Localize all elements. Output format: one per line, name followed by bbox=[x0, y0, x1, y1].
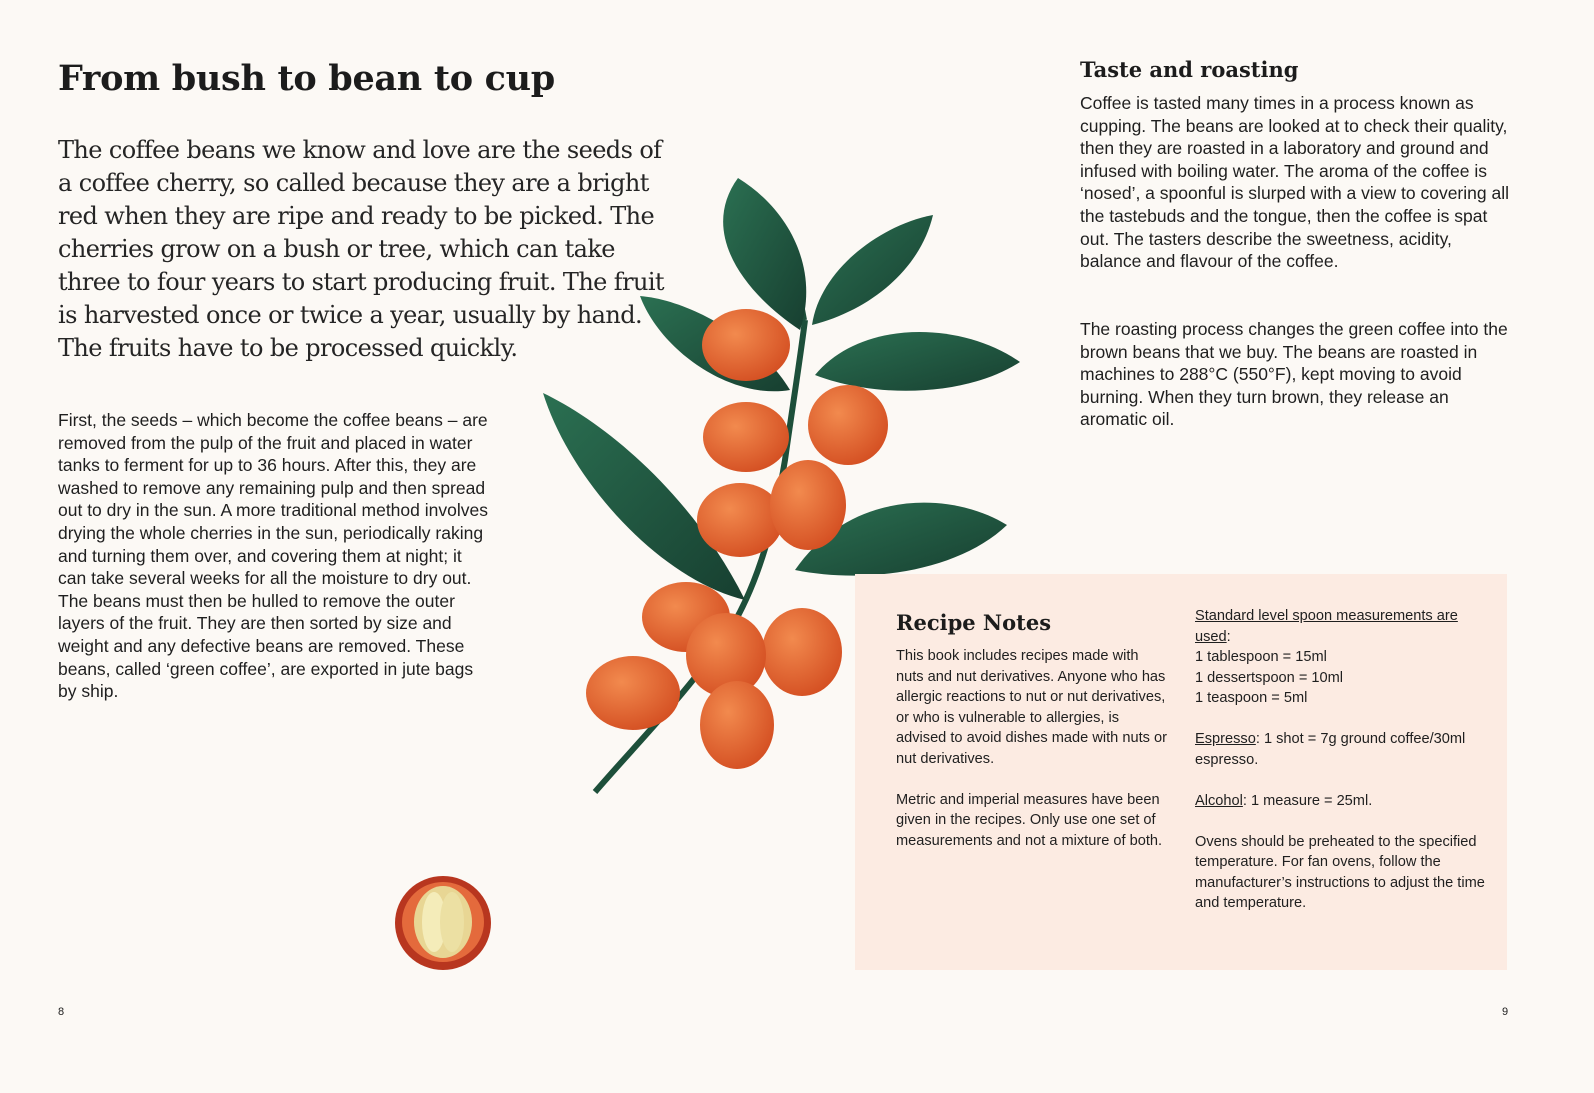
nut-allergy-note: This book includes recipes made with nuts and nut derivatives. Anyone who has allergic reactions to nut or nut derivatives, or who is vulnerable to allergies, is advised to avoid dishes made with nuts or nut derivatives. bbox=[896, 648, 1167, 767]
page-number-right: 9 bbox=[1502, 1006, 1509, 1018]
spoon-label: Standard level spoon measurements are used bbox=[1195, 608, 1458, 645]
espresso-note bbox=[1195, 729, 1485, 770]
recipe-notes-left-column bbox=[896, 646, 1168, 872]
espresso-text: : 1 shot = 7g ground coffee/30ml espresso. bbox=[1195, 731, 1466, 768]
intro-paragraph: The coffee beans we know and love are the seeds of a coffee cherry, so called because they are a bright red when they are ripe and ready to be picked. The cherries grow on a bush or tree, which can take three to four years to start producing fruit. The fruit is harvested once or twice a year, usually by hand. The fruits have to be processed quickly. bbox=[58, 136, 664, 362]
page-number-left: 8 bbox=[58, 1006, 65, 1018]
body-paragraph-processing: First, the seeds – which become the coffee beans – are removed from the pulp of the fruit and placed in water tanks to ferment for up to 36 hours. After this, they are washed to remove any remaining pulp and then spread out to dry in the sun. A more traditional method involves drying the whole cherries in the sun, periodically raking and turning them over, and covering them at night; it can take several weeks for all the moisture to dry out. The beans must then be hulled to remove the outer layers of the fruit. They are then sorted by size and weight and any defective beans are removed. These beans, called ‘green coffee’, are exported in jute bags by ship. bbox=[58, 410, 488, 702]
spoon-teaspoon: 1 teaspoon = 5ml bbox=[1195, 690, 1308, 706]
spoon-colon: : bbox=[1226, 628, 1231, 645]
recipe-notes-right-column bbox=[1195, 606, 1485, 934]
spoon-dessertspoon: 1 dessertspoon = 10ml bbox=[1195, 669, 1344, 686]
recipe-notes-heading: Recipe Notes bbox=[896, 610, 1052, 635]
cherry-cross-section-illustration bbox=[394, 874, 494, 974]
alcohol-text: : 1 measure = 25ml. bbox=[1242, 792, 1373, 809]
spoon-tablespoon: 1 tablespoon = 15ml bbox=[1195, 649, 1327, 665]
espresso-label: Espresso bbox=[1195, 731, 1256, 747]
roasting-paragraph: The roasting process changes the green coffee into the brown beans that we buy. The beans are roasted in machines to 288°C (550°F), kept moving to avoid burning. When they turn brown, they release an aromatic oil. bbox=[1080, 319, 1508, 430]
alcohol-note bbox=[1195, 791, 1485, 812]
measures-note: Metric and imperial measures have been given in the recipes. Only use one set of measurements and not a mixture of both. bbox=[896, 791, 1163, 849]
spoon-measurements bbox=[1195, 606, 1485, 709]
alcohol-label: Alcohol bbox=[1195, 792, 1243, 809]
taste-roasting-heading: Taste and roasting bbox=[1080, 57, 1299, 82]
recipe-notes-box bbox=[855, 574, 1507, 970]
ovens-note: Ovens should be preheated to the specified temperature. For fan ovens, follow the manufacturer’s instructions to adjust the time and temperature. bbox=[1195, 833, 1485, 911]
page-title: From bush to bean to cup bbox=[58, 58, 555, 99]
taste-paragraph: Coffee is tasted many times in a process known as cupping. The beans are looked at to check their quality, then they are roasted in a laboratory and ground and infused with boiling water. The aroma of the coffee is ‘nosed’, a spoonful is slurped with a view to covering all the tastebuds and the tongue, then the coffee is spat out. The tasters describe the sweetness, acidity, balance and flavour of the coffee. bbox=[1080, 93, 1509, 272]
